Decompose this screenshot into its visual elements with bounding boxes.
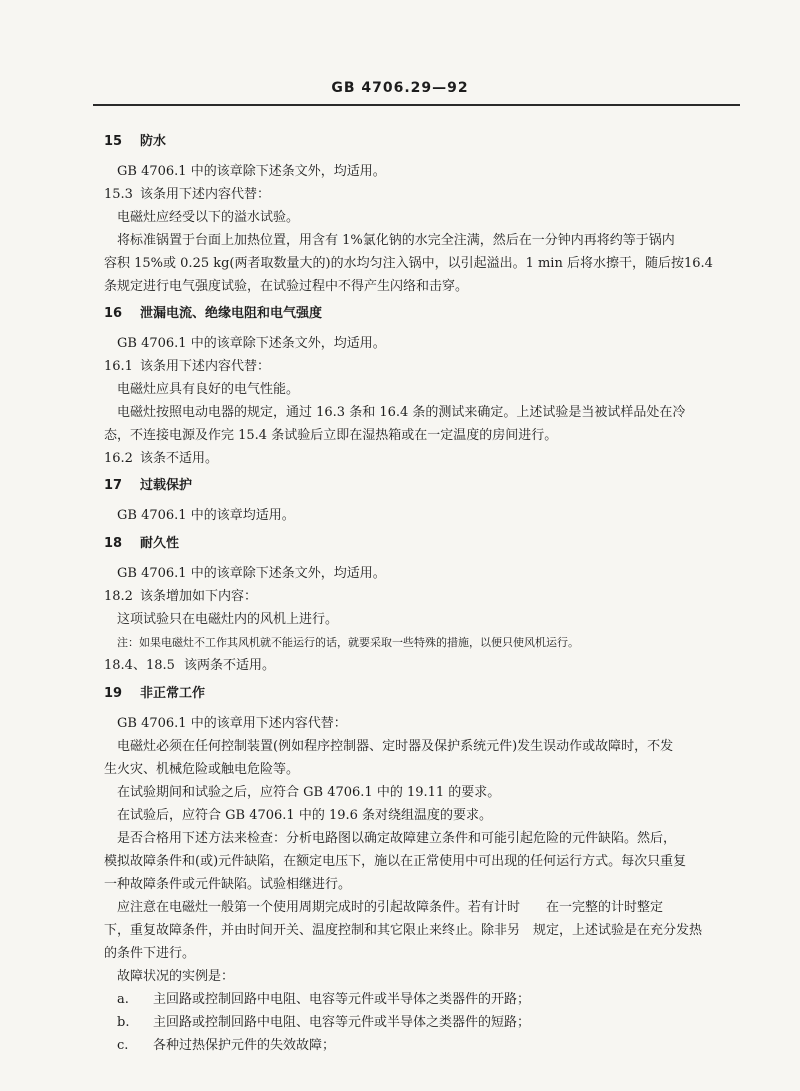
line-text: 这项试验只在电磁灶内的风机上进行。 <box>117 612 339 627</box>
section-heading <box>104 305 322 322</box>
clause-number: 16.1 <box>104 359 133 374</box>
clause-line <box>104 186 270 203</box>
clause-number: c. <box>117 1038 129 1053</box>
line-text: 电磁灶应具有良好的电气性能。 <box>117 382 300 397</box>
paragraph-line <box>117 404 685 421</box>
line-text: 生火灾、机械危险或触电危险等。 <box>104 762 300 777</box>
clause-line <box>117 991 530 1008</box>
clause-number: 19 <box>104 686 123 701</box>
header-rule <box>93 104 740 106</box>
paragraph-line <box>117 807 492 824</box>
line-text: 该两条不适用。 <box>184 658 276 673</box>
paragraph-line <box>104 761 299 778</box>
paragraph-line <box>117 565 386 582</box>
paragraph-line <box>117 163 386 180</box>
clause-number: 17 <box>104 478 123 493</box>
clause-number: b. <box>117 1015 130 1030</box>
paragraph-line <box>117 507 295 524</box>
paragraph-line <box>117 830 676 847</box>
line-text: 过载保护 <box>140 478 193 493</box>
paragraph-line <box>104 853 686 870</box>
line-text: 非正常工作 <box>140 686 206 701</box>
paragraph-line <box>117 381 299 398</box>
clause-number: 15 <box>104 134 123 149</box>
line-text: 泄漏电流、绝缘电阻和电气强度 <box>140 306 323 321</box>
line-text: GB 4706.1 中的该章用下述内容代替： <box>117 716 347 731</box>
paragraph-line <box>117 784 500 801</box>
clause-number: 18 <box>104 536 123 551</box>
line-text: 故障状况的实例是： <box>117 969 235 984</box>
paragraph-line <box>117 715 347 732</box>
line-text: 态，不连接电源及作完 15.4 条试验后立即在湿热箱或在一定温度的房间进行。 <box>104 428 558 443</box>
line-text: 在试验后，应符合 GB 4706.1 中的 19.6 条对绕组温度的要求。 <box>117 808 493 823</box>
paragraph-line <box>117 335 386 352</box>
line-text: 电磁灶按照电动电器的规定，通过 16.3 条和 16.4 条的测试来确定。上述试验是当被试样品处在冷 <box>117 405 686 420</box>
paragraph-line <box>104 278 468 295</box>
line-text: 容积 15%或 0.25 kg(两者取数量大的)的水均匀注入锅中，以引起溢出。1 min 后将水擦干，随后按16.4 <box>104 256 713 271</box>
clause-number: a. <box>117 992 129 1007</box>
line-text: 条规定进行电气强度试验，在试验过程中不得产生闪络和击穿。 <box>104 279 469 294</box>
clause-line <box>104 657 275 674</box>
line-text: 该条增加如下内容： <box>140 589 258 604</box>
line-text: 将标准锅置于台面上加热位置，用含有 1%氯化钠的水完全注满，然后在一分钟内再将约等于锅内 <box>117 233 675 248</box>
paragraph-line <box>104 427 557 444</box>
line-text: GB 4706.1 中的该章除下述条文外，均适用。 <box>117 164 386 179</box>
clause-number: 18.2 <box>104 589 133 604</box>
paragraph-line <box>117 209 299 226</box>
section-heading <box>104 133 166 150</box>
line-text: 在试验期间和试验之后，应符合 GB 4706.1 中的 19.11 的要求。 <box>117 785 501 800</box>
clause-line <box>117 1014 530 1031</box>
paragraph-line <box>117 611 338 628</box>
line-text: 主回路或控制回路中电阻、电容等元件或半导体之类器件的开路； <box>153 992 531 1007</box>
line-text: 防水 <box>140 134 167 149</box>
line-text: 的条件下进行。 <box>104 946 196 961</box>
line-text: 各种过热保护元件的失效故障； <box>153 1038 336 1053</box>
clause-number: 16 <box>104 306 123 321</box>
line-text: 该条用下述内容代替： <box>140 359 271 374</box>
line-text: GB 4706.1 中的该章除下述条文外，均适用。 <box>117 336 386 351</box>
line-text: 电磁灶应经受以下的溢水试验。 <box>117 210 300 225</box>
clause-line <box>117 1037 335 1054</box>
line-text: 主回路或控制回路中电阻、电容等元件或半导体之类器件的短路； <box>153 1015 531 1030</box>
line-text: 应注意在电磁灶一般第一个使用周期完成时的引起故障条件。若有计时 在一完整的计时整定 <box>117 900 664 915</box>
section-heading <box>104 535 179 552</box>
line-text: 下，重复故障条件，并由时间开关、温度控制和其它限止来终止。除非另 规定，上述试验是在充分发热 <box>104 923 703 938</box>
clause-number: 15.3 <box>104 187 133 202</box>
line-text: 注：如果电磁灶不工作其风机就不能运行的话，就要采取一些特殊的措施，以便只使风机运行。 <box>117 636 579 649</box>
clause-line <box>104 358 270 375</box>
section-heading <box>104 477 192 494</box>
clause-number: 16.2 <box>104 451 133 466</box>
paragraph-line <box>104 876 351 893</box>
line-text: 电磁灶必须在任何控制装置(例如程序控制器、定时器及保护系统元件)发生误动作或故障时，不发 <box>117 739 674 754</box>
line-text: 该条不适用。 <box>140 451 219 466</box>
page-header: GB 4706.29—92 <box>331 80 469 96</box>
paragraph-line <box>104 922 702 939</box>
paragraph-line <box>117 232 675 249</box>
section-heading <box>104 685 205 702</box>
paragraph-line <box>117 968 234 985</box>
paragraph-line <box>117 738 673 755</box>
line-text: 耐久性 <box>140 536 180 551</box>
line-text: 模拟故障条件和(或)元件缺陷，在额定电压下，施以在正常使用中可出现的任何运行方式。每次只重复 <box>104 854 687 869</box>
clause-line <box>104 588 257 605</box>
paragraph-line <box>104 255 713 272</box>
line-text: 一种故障条件或元件缺陷。试验相继进行。 <box>104 877 352 892</box>
paragraph-line <box>117 899 663 916</box>
line-text: GB 4706.1 中的该章除下述条文外，均适用。 <box>117 566 386 581</box>
line-text: 是否合格用下述方法来检查：分析电路图以确定故障建立条件和可能引起危险的元件缺陷。然后， <box>117 831 677 846</box>
line-text: 该条用下述内容代替： <box>140 187 271 202</box>
paragraph-line <box>104 945 195 962</box>
line-text: GB 4706.1 中的该章均适用。 <box>117 508 295 523</box>
clause-line <box>104 450 218 467</box>
note-line <box>117 634 579 651</box>
clause-number: 18.4、18.5 <box>104 658 175 673</box>
